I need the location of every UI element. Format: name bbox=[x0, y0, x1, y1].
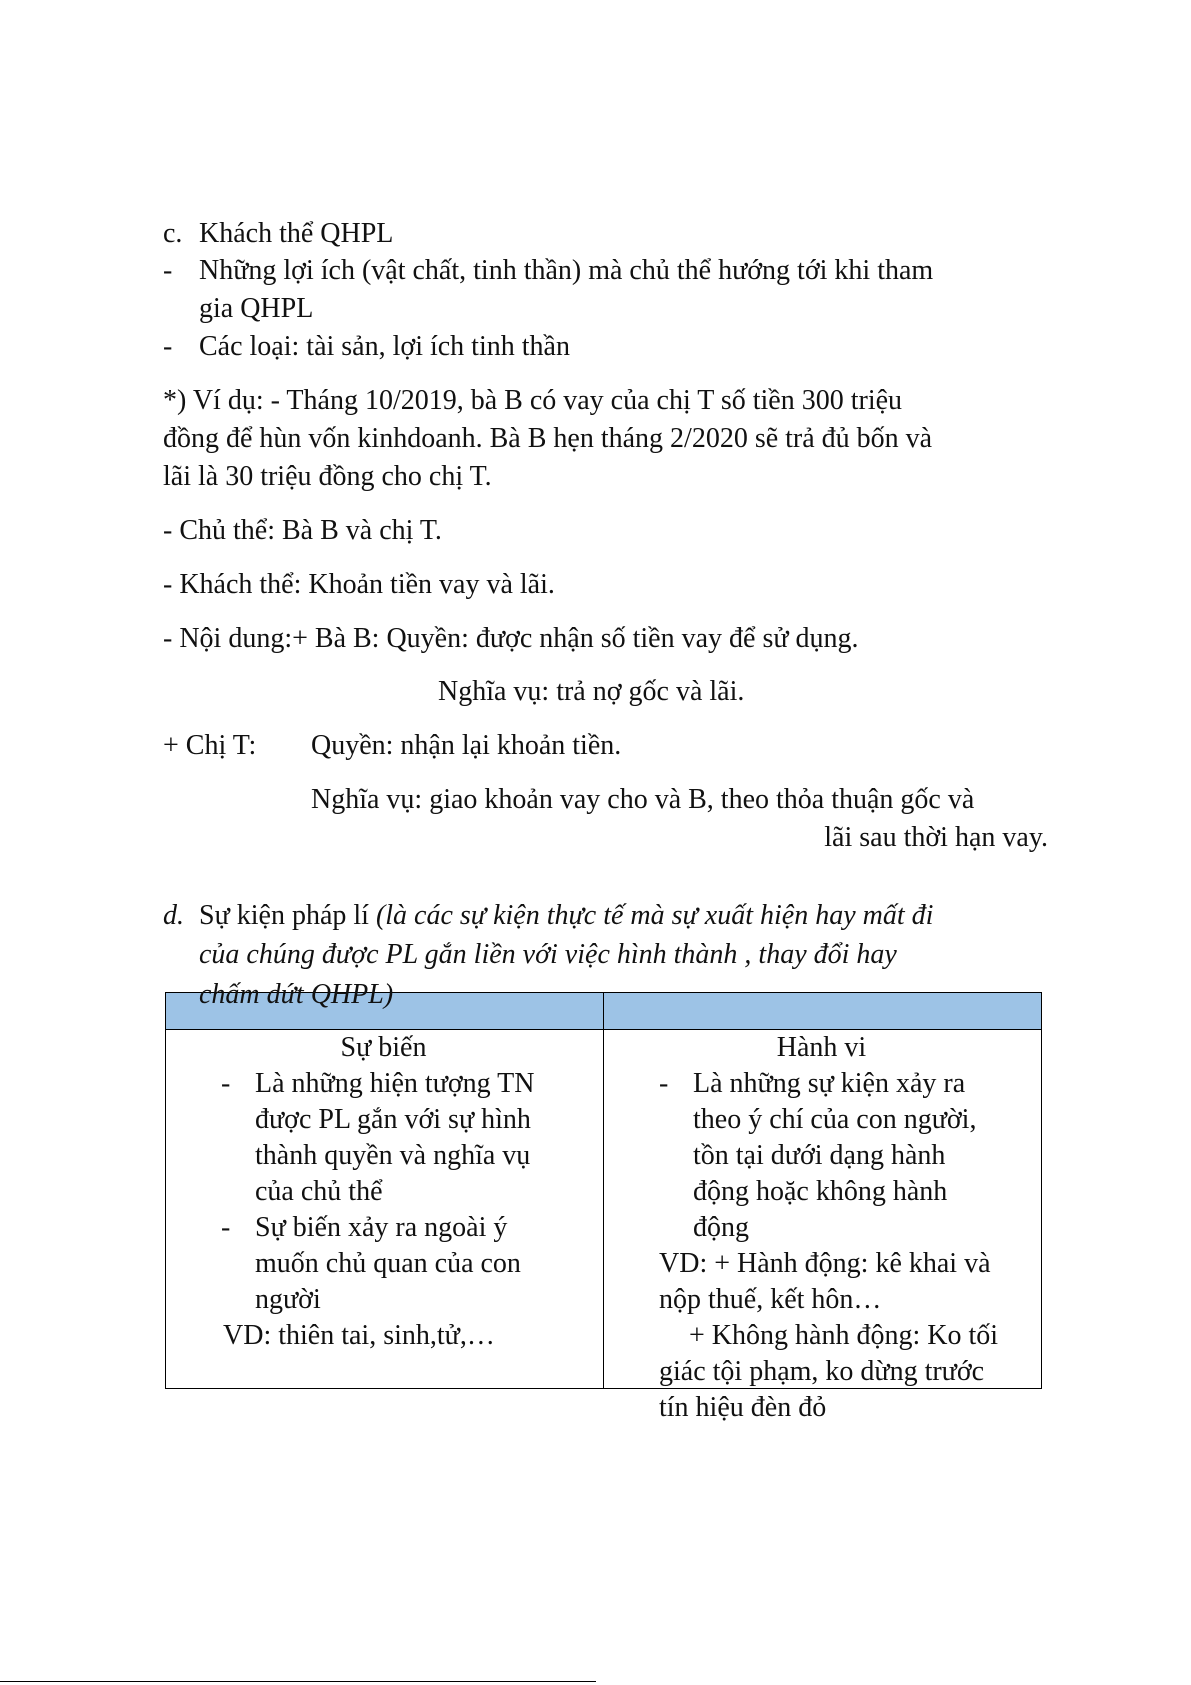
section-c-heading bbox=[163, 215, 393, 253]
example-line-2: đồng để hùn vốn kinhdoanh. Bà B hẹn tháng 2/2020 sẽ trả đủ bốn và bbox=[163, 423, 933, 454]
col-su-bien bbox=[165, 1030, 602, 1354]
col-su-bien-bullet-1: - Là những hiện tượng TN được PL gắn với sự hình thành quyền và nghĩa vụ của chủ thể bbox=[221, 1068, 535, 1207]
col-hanh-vi-example-3: + Không hành động: Ko tối bbox=[689, 1320, 998, 1351]
example-content: - Nội dung:+ Bà B: Quyền: được nhận số tiền vay để sử dụng. bbox=[163, 623, 859, 654]
section-c-title: Khách thể QHPL bbox=[199, 218, 394, 249]
col-su-bien-example: VD: thiên tai, sinh,tử,… bbox=[223, 1320, 495, 1351]
col-hanh-vi-bullet-1: - Là những sự kiện xảy ra theo ý chí của con người, tồn tại dưới dạng hành động hoặc không hành động bbox=[659, 1068, 977, 1243]
col-hanh-vi-example-2: nộp thuế, kết hôn… bbox=[659, 1284, 882, 1315]
example-line-3: lãi là 30 triệu đồng cho chị T. bbox=[163, 461, 492, 492]
section-c-bullet-2: - Các loại: tài sản, lợi ích tinh thần bbox=[163, 331, 570, 362]
col-hanh-vi-title: Hành vi bbox=[776, 1032, 867, 1063]
example-t-right: Quyền: nhận lại khoản tiền. bbox=[311, 730, 622, 761]
example-b-duty: Nghĩa vụ: trả nợ gốc và lãi. bbox=[438, 676, 745, 707]
example-t-label: + Chị T: bbox=[163, 730, 257, 761]
example-object: - Khách thể: Khoản tiền vay và lãi. bbox=[163, 569, 555, 600]
table-header-cell-2 bbox=[604, 993, 1042, 1030]
example-subject: - Chủ thể: Bà B và chị T. bbox=[163, 515, 442, 546]
section-c-bullet-1: - Những lợi ích (vật chất, tinh thần) mà chủ thể hướng tới khi tham bbox=[163, 255, 934, 286]
col-hanh-vi-example-5: tín hiệu đèn đỏ bbox=[659, 1392, 827, 1423]
section-d-title: Sự kiện pháp lí bbox=[199, 900, 369, 931]
col-hanh-vi-example-4: giác tội phạm, ko dừng trước bbox=[659, 1356, 985, 1387]
example-line-1: *) Ví dụ: - Tháng 10/2019, bà B có vay của chị T số tiền 300 triệu bbox=[163, 385, 903, 416]
col-su-bien-title: Sự biến bbox=[340, 1032, 427, 1063]
section-d-heading bbox=[163, 897, 933, 935]
section-c-label: c. bbox=[163, 218, 183, 249]
col-hanh-vi-example-1: VD: + Hành động: kê khai và bbox=[659, 1248, 991, 1279]
section-d-label: d. bbox=[163, 900, 184, 931]
section-c-bullet-1-cont: gia QHPL bbox=[199, 293, 314, 324]
section-d-desc-3: chấm dứt QHPL) bbox=[199, 979, 394, 1010]
section-d-desc-1: (là các sự kiện thực tế mà sự xuất hiện hay mất đi bbox=[375, 900, 934, 931]
footnote-separator bbox=[0, 1681, 596, 1682]
section-d-desc-2: của chúng được PL gắn liền với việc hình thành , thay đổi hay bbox=[199, 939, 897, 970]
col-hanh-vi bbox=[603, 1030, 1063, 1426]
example-t-duty-2: lãi sau thời hạn vay. bbox=[824, 822, 1048, 853]
col-su-bien-bullet-2: - Sự biến xảy ra ngoài ý muốn chủ quan của con người bbox=[221, 1212, 521, 1315]
example-t-duty-1: Nghĩa vụ: giao khoản vay cho và B, theo thỏa thuận gốc và bbox=[311, 784, 975, 815]
